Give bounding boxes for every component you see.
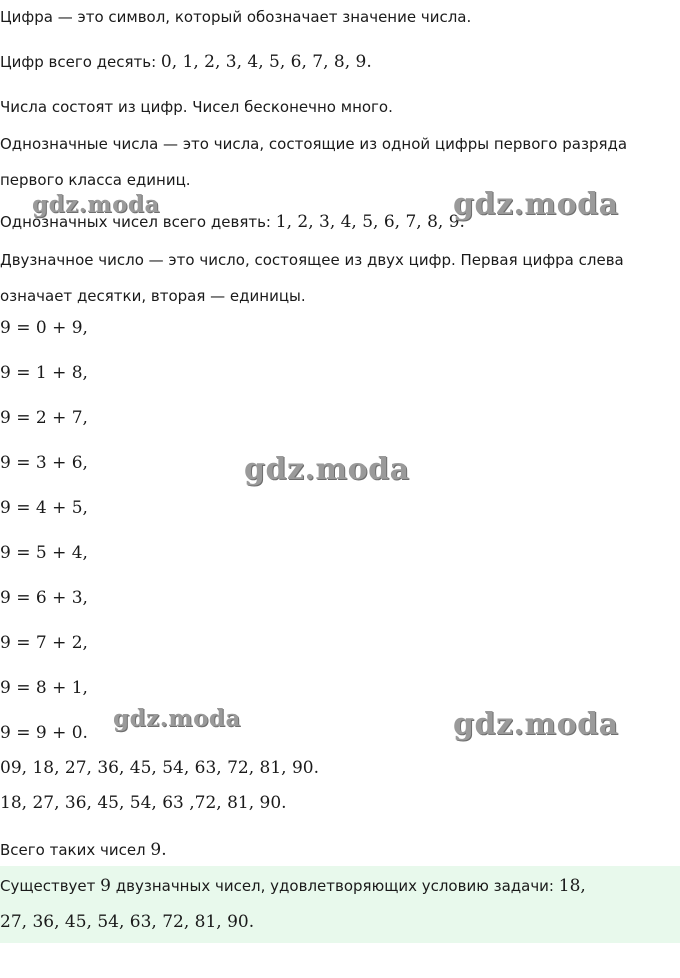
sequence-two-digit: 18, 27, 36, 45, 54, 63 ,72, 81, 90. — [0, 793, 287, 813]
paragraph-text: Всего таких чисел — [0, 841, 151, 859]
watermark-logo: gdz.moda — [244, 452, 410, 487]
paragraph-two-digit-line1: Двузначное число — это число, состоящее из двух цифр. Первая цифра слева — [0, 251, 624, 269]
answer-math-first: 18, — [558, 876, 586, 896]
math-total: 9. — [150, 840, 167, 860]
paragraph-two-digit-line2: означает десятки, вторая — единицы. — [0, 287, 306, 305]
watermark-logo: gdz.moda — [113, 705, 241, 732]
equation-row: 9 = 0 + 9, — [0, 318, 88, 338]
watermark-logo: gdz.moda — [32, 191, 160, 218]
equation-row: 9 = 4 + 5, — [0, 498, 88, 518]
paragraph-single-digit-line2: первого класса единиц. — [0, 171, 191, 189]
answer-math-count: 9 — [100, 876, 111, 896]
answer-text: двузначных чисел, удовлетворяющих условию задачи: — [110, 877, 559, 895]
paragraph-text: Однозначных чисел всего девять: — [0, 213, 276, 231]
answer-line1 — [0, 876, 586, 896]
equation-row: 9 = 7 + 2, — [0, 633, 88, 653]
paragraph-digit-definition: Цифра — это символ, который обозначает значение числа. — [0, 8, 472, 26]
paragraph-numbers: Числа состоят из цифр. Чисел бесконечно много. — [0, 98, 393, 116]
paragraph-single-digit-line1: Однозначные числа — это числа, состоящие из одной цифры первого разряда — [0, 135, 628, 153]
equation-row: 9 = 6 + 3, — [0, 588, 88, 608]
math-digits: 0, 1, 2, 3, 4, 5, 6, 7, 8, 9. — [160, 52, 372, 72]
sequence-with-zero: 09, 18, 27, 36, 45, 54, 63, 72, 81, 90. — [0, 758, 319, 778]
equation-row: 9 = 5 + 4, — [0, 543, 88, 563]
watermark-logo: gdz.moda — [453, 707, 619, 742]
equation-row: 9 = 9 + 0. — [0, 723, 88, 743]
equation-row: 9 = 1 + 8, — [0, 363, 88, 383]
total-count — [0, 840, 167, 860]
paragraph-text: Цифр всего десять: — [0, 53, 161, 71]
answer-text: Существует — [0, 877, 101, 895]
equation-row: 9 = 3 + 6, — [0, 453, 88, 473]
equation-row: 9 = 8 + 1, — [0, 678, 88, 698]
paragraph-digit-count — [0, 52, 372, 72]
answer-line2: 27, 36, 45, 54, 63, 72, 81, 90. — [0, 912, 255, 932]
watermark-logo: gdz.moda — [453, 187, 619, 222]
math-single-digits: 1, 2, 3, 4, 5, 6, 7, 8, 9. — [275, 212, 465, 232]
equation-row: 9 = 2 + 7, — [0, 408, 88, 428]
